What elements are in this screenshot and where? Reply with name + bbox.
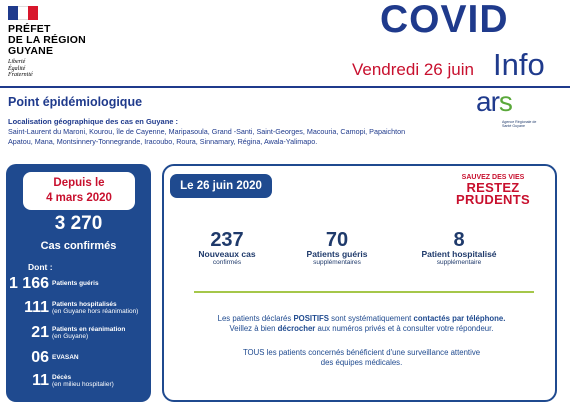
stat-number: 1 166 <box>8 275 49 292</box>
message-emphasis: décrocher <box>277 324 316 333</box>
metric-recovered <box>282 230 392 266</box>
total-confirmed-label: Cas confirmés <box>40 240 117 252</box>
french-flag-logo <box>8 6 38 20</box>
dont-label: Dont : <box>28 262 53 272</box>
stat-label-sub: (en Guyane) <box>52 333 89 340</box>
flag-red-stripe <box>28 6 38 20</box>
message-emphasis: POSITIFS <box>293 314 329 323</box>
metric-sub: confirmés <box>212 259 242 266</box>
metric-sub: supplémentaire <box>436 259 482 266</box>
stat-number: 06 <box>31 349 49 366</box>
metric-label: Nouveaux cas <box>198 249 256 259</box>
ars-logo-ar: ar <box>476 86 499 117</box>
ars-logo-letters <box>476 86 512 118</box>
daily-panel <box>162 164 557 402</box>
slogan-line: RESTEZ <box>466 180 520 195</box>
flag-blue-stripe <box>8 6 18 20</box>
cumulative-summary-panel <box>6 164 151 402</box>
restez-prudents-logo <box>452 174 534 206</box>
devise-line: Fraternité <box>8 72 33 78</box>
stat-number: 111 <box>24 299 49 316</box>
stat-row-icu <box>6 324 125 342</box>
page-title: COVID <box>380 0 509 41</box>
header-date: Vendredi 26 juin <box>352 60 474 79</box>
localisation-text <box>8 127 478 147</box>
message-text: Veillez à bien <box>229 324 278 333</box>
message-text: aux numéros privés et à consulter votre répondeur. <box>315 324 494 333</box>
message-line: des équipes médicales. <box>320 358 403 367</box>
metric-number: 70 <box>325 229 349 251</box>
stat-row-deaths <box>6 372 114 390</box>
stat-label <box>52 280 99 288</box>
green-divider <box>194 291 534 293</box>
metric-label: Patient hospitalisé <box>421 249 497 259</box>
prefet-line: PRÉFET <box>8 23 51 35</box>
metric-number: 8 <box>453 229 465 251</box>
devise-line: Égalité <box>8 65 26 72</box>
stat-label-main: Décès <box>52 373 72 381</box>
slogan-line: PRUDENTS <box>456 192 530 207</box>
ars-logo-subtitle: Agence Régionale de Santé Guyane <box>502 120 537 128</box>
localisation-line: Apatou, Mana, Montsinnery-Tonnegrande, Iracoubo, Roura, Sinnamary, Régina, Awala-Yalimapo. <box>8 137 318 146</box>
stat-label-sub: (en Guyane hors réanimation) <box>52 308 139 315</box>
stat-number: 21 <box>31 324 49 341</box>
prefet-block <box>8 24 86 57</box>
stat-number: 11 <box>32 372 49 389</box>
stat-label <box>52 354 79 362</box>
section-title: Point épidémiologique <box>8 95 143 109</box>
metric-number: 237 <box>210 229 244 251</box>
message-text: Les patients déclarés <box>217 314 294 323</box>
total-confirmed-number: 3 270 <box>54 213 103 234</box>
stat-label-sub: (en milieu hospitalier) <box>52 381 114 388</box>
metric-sub: supplémentaires <box>313 259 361 266</box>
devise-block <box>8 59 33 79</box>
stat-row-hospitalised <box>6 299 138 317</box>
slogan-line: SAUVEZ DES VIES <box>461 174 525 181</box>
since-date: 4 mars 2020 <box>46 192 112 204</box>
stat-row-recovered <box>6 275 99 293</box>
stat-label-main: EVASAN <box>52 354 79 362</box>
stat-label <box>52 326 125 341</box>
message-text: sont systématiquement <box>329 314 414 323</box>
metric-new-cases <box>172 230 282 266</box>
ars-logo <box>476 86 546 138</box>
message-line <box>164 314 559 324</box>
message-line: TOUS les patients concernés bénéficient d'une surveillance attentive <box>242 348 481 357</box>
metric-hospitalised <box>404 230 514 266</box>
message-line <box>164 324 559 334</box>
ars-logo-s: s <box>498 86 512 117</box>
flag-white-stripe <box>18 6 28 20</box>
metric-label: Patients guéris <box>306 249 368 259</box>
message-emphasis: contactés par téléphone. <box>413 314 506 323</box>
stat-label-main: Patients en réanimation <box>52 325 126 333</box>
prefet-line: GUYANE <box>8 45 54 57</box>
since-line: Depuis le <box>53 177 105 189</box>
localisation-line: Saint-Laurent du Maroni, Kourou, île de Cayenne, Maripasoula, Grand -Santi, Saint-Georges, Macouria, Camopi, Papaichton <box>8 127 406 136</box>
header-info: Info <box>493 47 545 82</box>
since-date-box <box>23 172 135 210</box>
prefet-line: DE LA RÉGION <box>8 34 86 46</box>
devise-line: Liberté <box>8 59 26 65</box>
stat-label <box>52 374 114 389</box>
stat-label <box>52 301 138 316</box>
stat-row-evasan <box>6 349 79 367</box>
stat-label-main: Patients hospitalisés <box>52 300 117 308</box>
daily-date-pill: Le 26 juin 2020 <box>170 174 272 198</box>
stat-label-main: Patients guéris <box>52 280 99 288</box>
localisation-title: Localisation géographique des cas en Guyane : <box>8 117 179 126</box>
